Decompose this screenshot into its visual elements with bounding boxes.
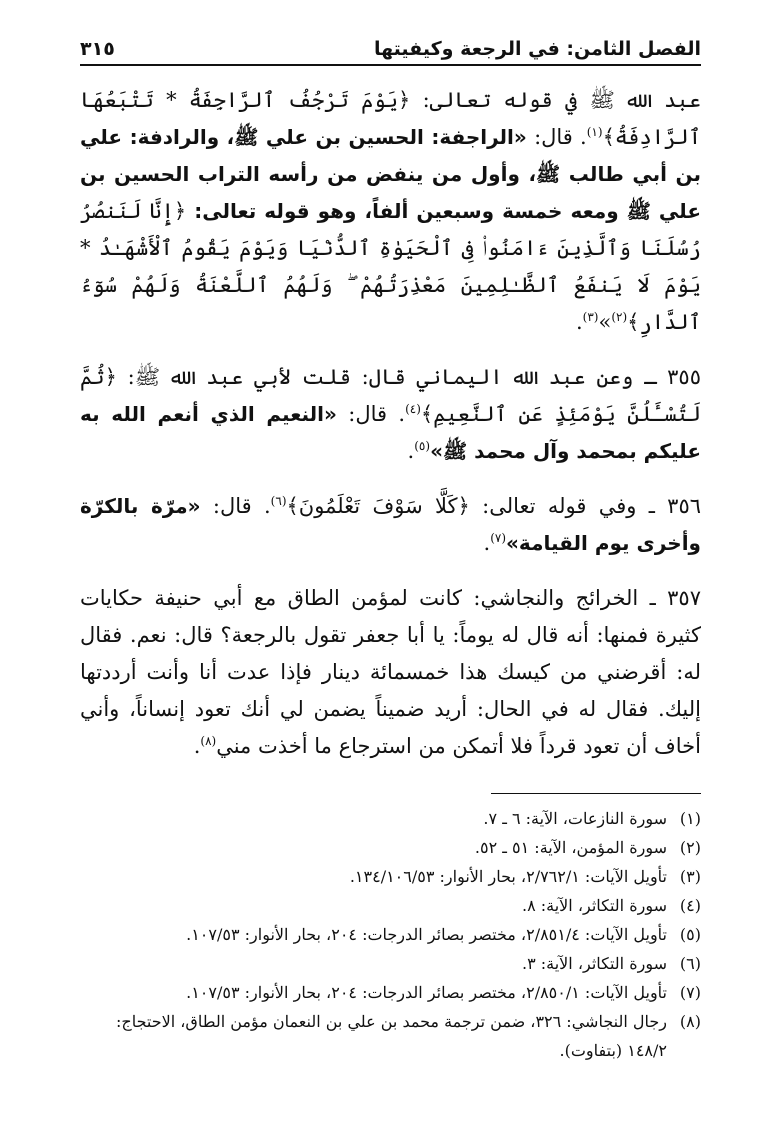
text-segment: . xyxy=(483,531,491,555)
text-segment: . xyxy=(575,310,583,334)
text-segment: . xyxy=(407,439,415,463)
footnote-text: سورة التكاثر، الآية: ٣. xyxy=(521,954,667,973)
main-text xyxy=(80,82,701,765)
chapter-title: الفصل الثامن: في الرجعة وكيفيتها xyxy=(373,38,701,60)
footnote-marker: (٤) xyxy=(405,402,421,416)
text-segment: . قال: xyxy=(336,402,406,426)
footnote-number: (١) xyxy=(679,809,701,828)
text-segment: ٣٥٥ ـ وعن عبد الله اليماني قال: قلت لأبي عبد الله ﷺ: ﴿ثُمَّ لَتُسْـَٔلُنَّ يَوْمَئِذٍ عَنِ ٱلنَّعِيمِ﴾ xyxy=(80,365,701,426)
footnote-marker: (٦) xyxy=(270,494,287,508)
footnote-text: تأويل الآيات: ٢/٨٥٠/١، مختصر بصائر الدرجات: ٢٠٤، بحار الأنوار: ١٠٧/٥٣. xyxy=(186,983,667,1002)
page-header xyxy=(80,26,701,66)
footnote-divider xyxy=(491,793,701,794)
footnote-marker: (٥) xyxy=(414,439,431,453)
bold-text: «النعيم الذي أنعم الله به عليكم بمحمد وآل محمد ﷺ» xyxy=(80,402,701,463)
footnote xyxy=(80,949,701,978)
text-segment: ﴿إِنَّا لَنَنصُرُ رُسُلَنَا وَٱلَّذِينَ ءَامَنُوا۟ فِى ٱلْحَيَوٰةِ ٱلدُّنْيَا وَيَوْمَ يَقُومُ ٱلْأَشْهَـٰدُ * يَوْمَ لَا يَنفَعُ ٱلظَّـٰلِمِينَ مَعْذِرَتُهُمْ ۖ وَلَهُمُ ٱللَّعْنَةُ وَلَهُمْ سُوٓءُ ٱلدَّارِ﴾ xyxy=(80,199,701,334)
footnote-marker: (٧) xyxy=(490,531,507,545)
page-number: ٣١٥ xyxy=(80,38,115,60)
paragraph xyxy=(80,488,701,562)
footnote-number: (٢) xyxy=(679,838,701,857)
footnote-number: (٥) xyxy=(679,925,701,944)
footnote-number: (٣) xyxy=(679,867,701,886)
footnote-text: سورة المؤمن، الآية: ٥١ ـ ٥٢. xyxy=(474,838,667,857)
footnote xyxy=(80,1007,701,1065)
footnote-marker: (٢) xyxy=(611,310,628,324)
footnote-number: (٧) xyxy=(679,983,701,1002)
footnote-number: (٦) xyxy=(679,954,701,973)
footnotes xyxy=(80,804,701,1065)
footnote-text: سورة التكاثر، الآية: ٨. xyxy=(521,896,667,915)
footnote-text: تأويل الآيات: ٢/٧٦٢/١، بحار الأنوار: ١٣٤/١٠٦/٥٣. xyxy=(349,867,667,886)
footnote-marker: (١) xyxy=(586,125,603,139)
text-segment: ٣٥٦ ـ وفي قوله تعالى: ﴿كَلَّا سَوْفَ تَعْلَمُونَ﴾ xyxy=(286,494,702,518)
footnote xyxy=(80,833,701,862)
footnote xyxy=(80,891,701,920)
text-segment: . xyxy=(193,734,201,758)
footnote xyxy=(80,920,701,949)
footnote xyxy=(80,862,701,891)
bold-text: «الراجفة: الحسين بن علي ﷺ، والرادفة: علي بن أبي طالب ﷺ، وأول من ينفض من رأسه التراب الحسين بن علي ﷺ ومعه خمسة وسبعين ألفاً، وهو قوله تعالى: xyxy=(80,125,701,223)
footnote-text: تأويل الآيات: ٢/٨٥١/٤، مختصر بصائر الدرجات: ٢٠٤، بحار الأنوار: ١٠٧/٥٣. xyxy=(186,925,667,944)
footnote-number: (٨) xyxy=(679,1012,701,1031)
footnote-text: سورة النازعات، الآية: ٦ ـ ٧. xyxy=(483,809,667,828)
footnote-marker: (٣) xyxy=(582,310,599,324)
paragraph xyxy=(80,359,701,470)
text-segment: . قال: xyxy=(200,494,271,518)
paragraph xyxy=(80,580,701,765)
text-segment: . قال: xyxy=(526,125,587,149)
text-segment: » xyxy=(598,310,612,334)
footnote-number: (٤) xyxy=(679,896,701,915)
text-segment: عبد الله ﷺ في قوله تعالى: ﴿يَوْمَ تَرْجُفُ ٱلرَّاجِفَةُ * تَتْبَعُهَا ٱلرَّادِفَةُ﴾ xyxy=(80,88,701,149)
bold-text: «مرّة بالكرّة وأخرى يوم القيامة» xyxy=(80,494,701,555)
footnote-text: رجال النجاشي: ٣٢٦، ضمن ترجمة محمد بن علي بن النعمان مؤمن الطاق، الاحتجاج: ١٤٨/٢ (بتفاوت). xyxy=(115,1012,667,1060)
footnote xyxy=(80,804,701,833)
text-segment: ٣٥٧ ـ الخرائج والنجاشي: كانت لمؤمن الطاق مع أبي حنيفة حكايات كثيرة فمنها: أنه قال له يوماً: يا أبا جعفر تقول بالرجعة؟ قال: نعم. فقال له: أقرضني من كيسك هذا خمسمائة دينار فإذا عدت أنا وأنت أرددتها إليك. فقال له في الحال: أريد ضميناً يضمن لي أنك تعود إنساناً، وأني أخاف أن تعود قرداً فلا أتمكن من استرجاع ما أخذت مني xyxy=(80,586,701,758)
footnote-marker: (٨) xyxy=(200,734,217,748)
paragraph xyxy=(80,82,701,341)
footnote xyxy=(80,978,701,1007)
